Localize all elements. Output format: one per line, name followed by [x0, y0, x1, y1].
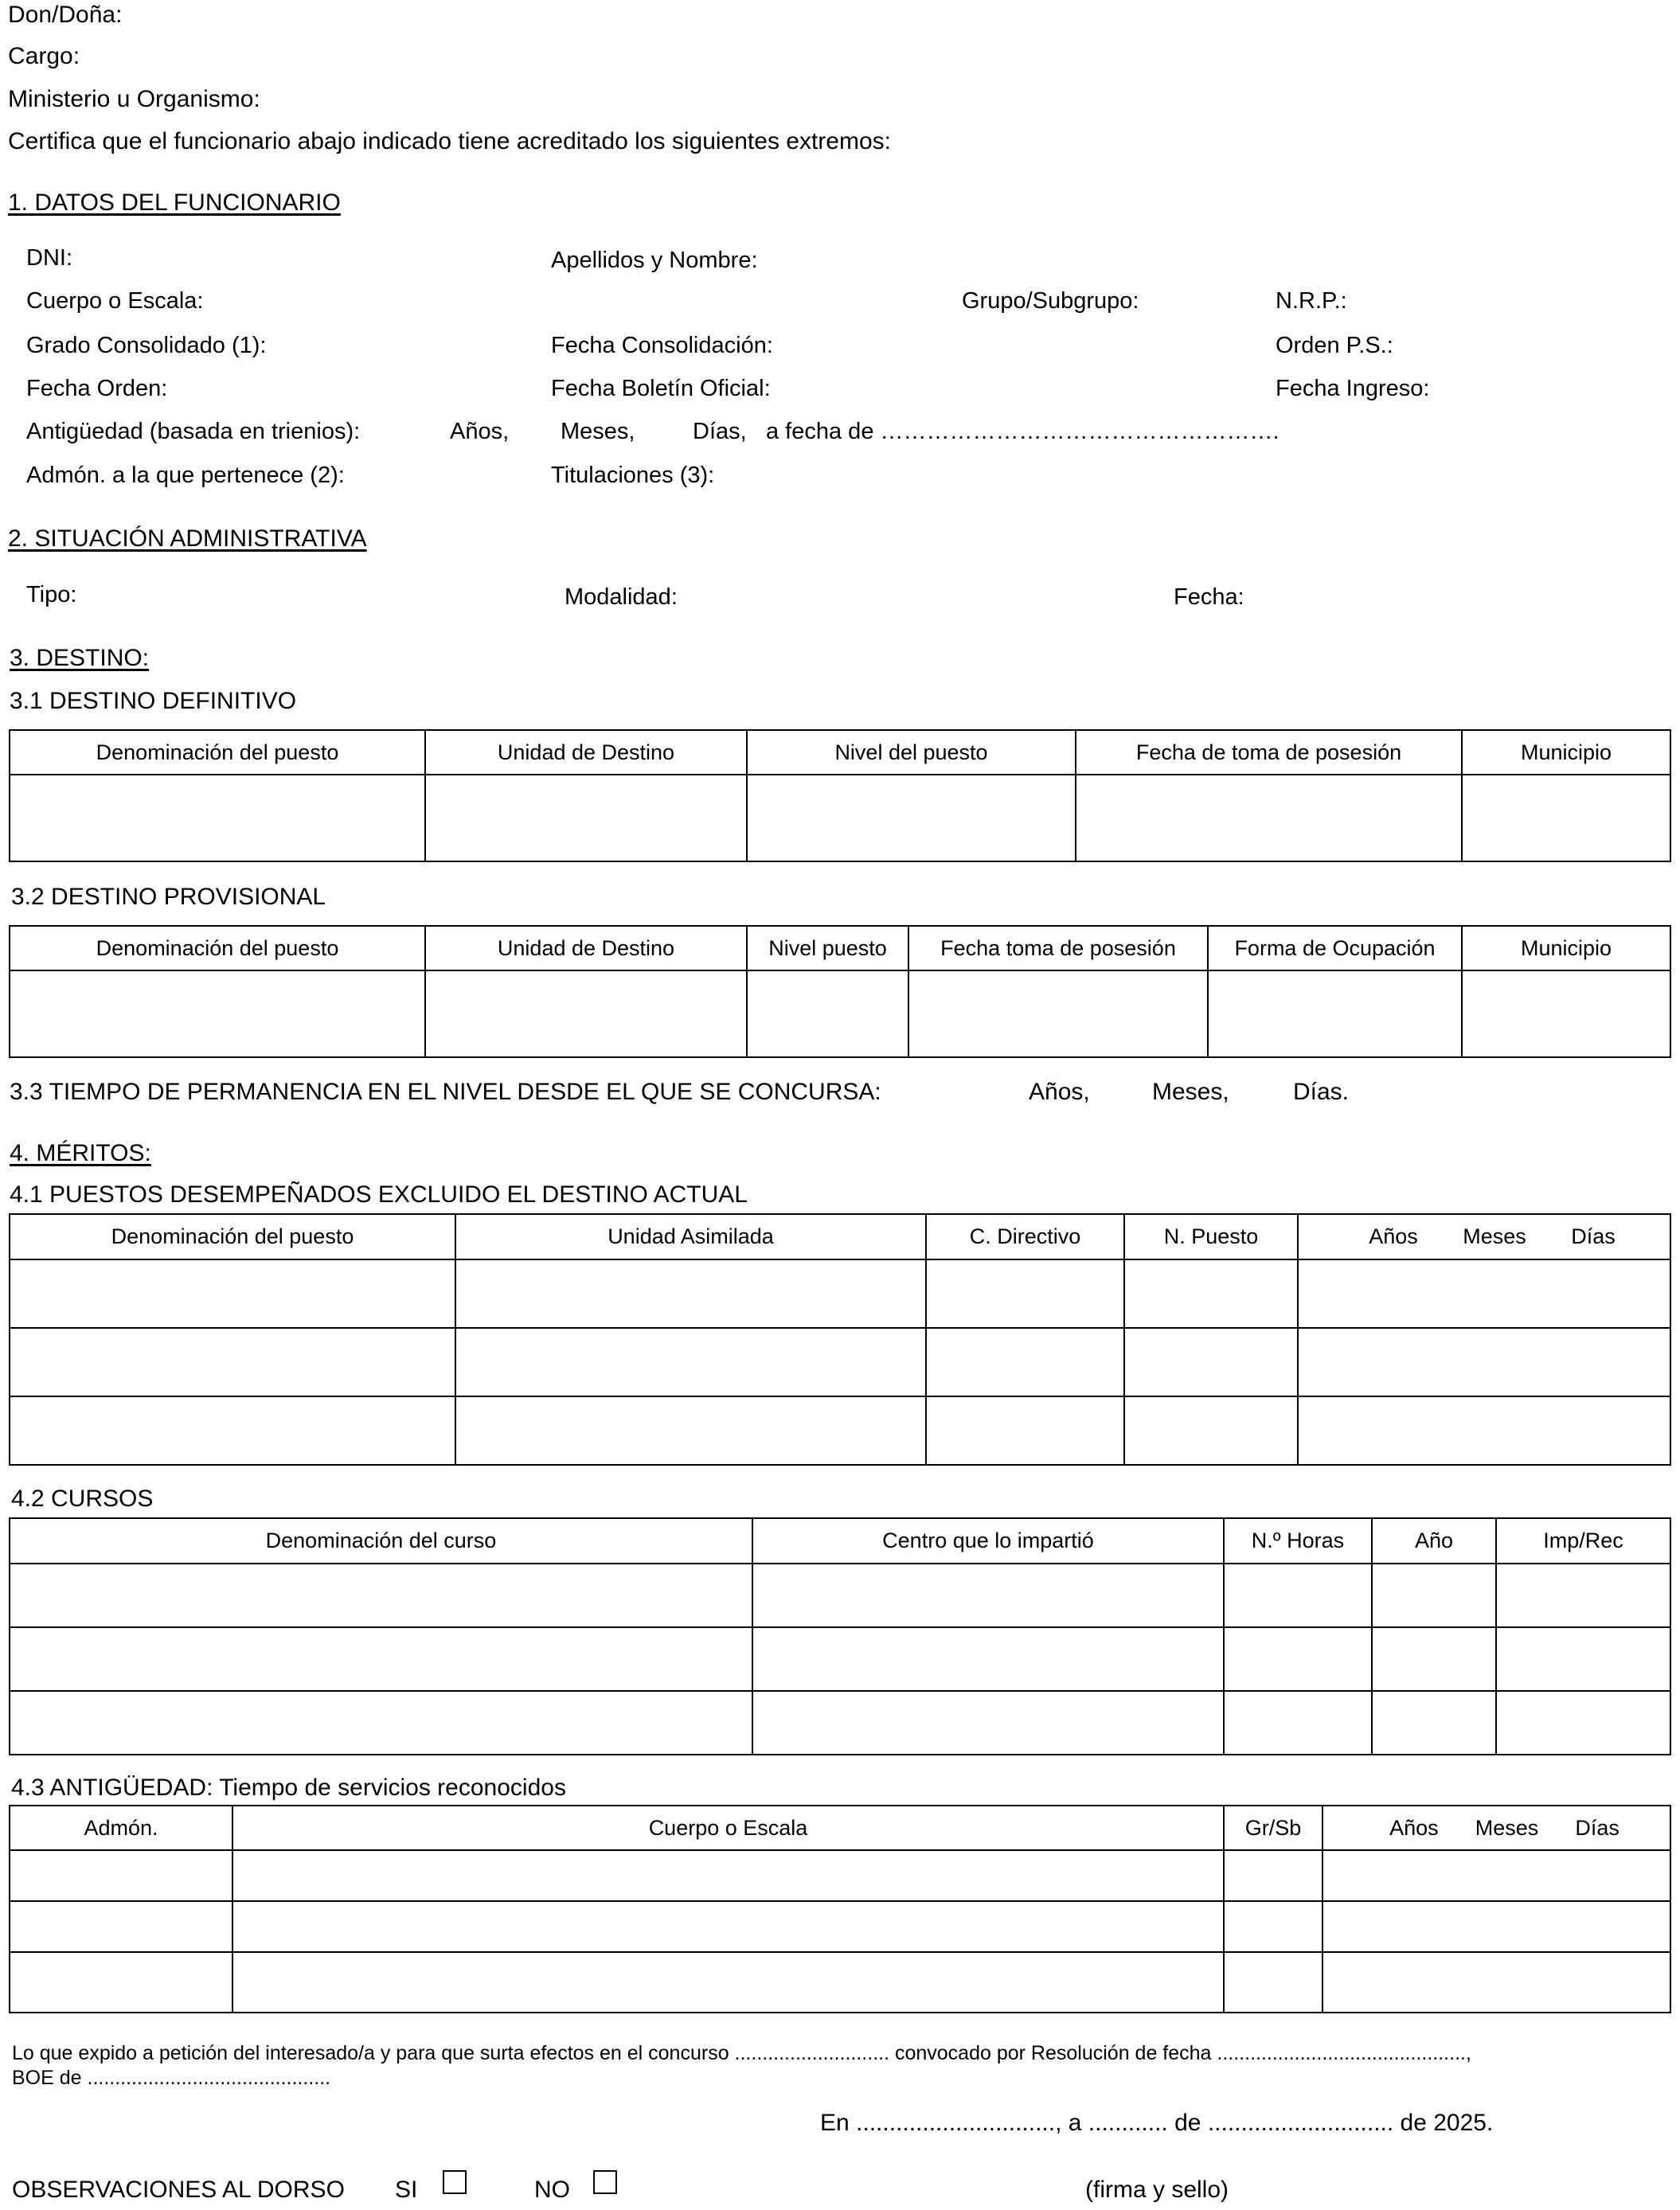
section-3-2-title: 3.2 DESTINO PROVISIONAL	[11, 884, 326, 910]
column-header: Denominación del puesto	[10, 730, 425, 775]
table-cell[interactable]	[1496, 1691, 1670, 1755]
titulaciones-label: Titulaciones (3):	[551, 463, 715, 488]
section-3-title: 3. DESTINO:	[10, 645, 150, 671]
table-cell[interactable]	[1323, 1901, 1670, 1952]
si-label: SI	[395, 2177, 418, 2203]
table-cell[interactable]	[1208, 970, 1462, 1057]
table-cell[interactable]	[1372, 1564, 1496, 1627]
destino-definitivo-table	[9, 729, 1671, 862]
table-cell[interactable]	[1076, 775, 1462, 861]
cursos-table	[9, 1517, 1671, 1755]
table-cell[interactable]	[747, 775, 1076, 861]
table-row	[10, 1691, 1670, 1755]
antiguedad-meses: Meses,	[561, 419, 635, 444]
section-4-2-title: 4.2 CURSOS	[11, 1486, 154, 1512]
table-row	[10, 1328, 1670, 1396]
grado-label: Grado Consolidado (1):	[26, 333, 267, 358]
section-3-3-title: 3.3 TIEMPO DE PERMANENCIA EN EL NIVEL DESDE EL QUE SE CONCURSA:	[10, 1079, 881, 1105]
table-row	[10, 775, 1670, 861]
cargo-label: Cargo:	[8, 43, 80, 69]
table-row	[10, 1901, 1670, 1952]
cuerpo-label: Cuerpo o Escala:	[26, 288, 204, 314]
table-cell[interactable]	[10, 1259, 455, 1328]
anos-header: Años	[1369, 1224, 1418, 1248]
antiguedad-a-fecha: a fecha de …………………………………………….	[766, 419, 1280, 444]
table-cell[interactable]	[1224, 1627, 1372, 1691]
fecha-ingreso-label: Fecha Ingreso:	[1276, 376, 1430, 401]
antiguedad-label: Antigüedad (basada en trienios):	[26, 419, 361, 444]
column-header: Unidad de Destino	[425, 730, 747, 775]
no-checkbox[interactable]	[593, 2170, 617, 2194]
observaciones-label: OBSERVACIONES AL DORSO	[12, 2177, 345, 2203]
column-header: Año	[1372, 1518, 1496, 1564]
table-cell[interactable]	[1224, 1901, 1323, 1952]
column-header: Imp/Rec	[1496, 1518, 1670, 1564]
table-cell[interactable]	[1372, 1691, 1496, 1755]
table-cell[interactable]	[10, 1952, 232, 2013]
table-cell[interactable]	[455, 1328, 926, 1396]
certifica-text: Certifica que el funcionario abajo indicado tiene acreditado los siguientes extremos:	[8, 128, 891, 154]
table-cell[interactable]	[747, 970, 908, 1057]
table-cell[interactable]	[1372, 1627, 1496, 1691]
time-column-header	[1323, 1806, 1670, 1850]
grupo-label: Grupo/Subgrupo:	[962, 288, 1139, 314]
modalidad-label: Modalidad:	[565, 584, 678, 610]
column-header: Denominación del puesto	[10, 926, 425, 970]
table-cell[interactable]	[1124, 1328, 1298, 1396]
fecha-consolidacion-label: Fecha Consolidación:	[551, 333, 773, 358]
table-cell[interactable]	[752, 1691, 1224, 1755]
table-cell[interactable]	[1462, 775, 1670, 861]
dni-label: DNI:	[26, 245, 72, 271]
column-header: Nivel del puesto	[747, 730, 1076, 775]
table-cell[interactable]	[10, 775, 425, 861]
orden-ps-label: Orden P.S.:	[1276, 333, 1393, 358]
column-header: Fecha de toma de posesión	[1076, 730, 1462, 775]
table-row	[10, 1627, 1670, 1691]
destino-provisional-table	[9, 925, 1671, 1058]
column-header: Cuerpo o Escala	[232, 1806, 1224, 1850]
table-cell[interactable]	[908, 970, 1208, 1057]
expedicion-text: Lo que expido a petición del interesado/a y para que surta efectos en el concurso ............................ convocado por Resolución de fecha .............................................,	[12, 2042, 1471, 2064]
table-row	[10, 970, 1670, 1057]
permanencia-meses: Meses,	[1152, 1079, 1229, 1105]
column-header: Denominación del puesto	[10, 1214, 455, 1259]
table-row	[10, 1850, 1670, 1901]
table-cell[interactable]	[752, 1564, 1224, 1627]
table-cell[interactable]	[1298, 1259, 1670, 1328]
column-header: Fecha toma de posesión	[908, 926, 1208, 970]
table-cell[interactable]	[10, 1627, 752, 1691]
table-cell[interactable]	[1298, 1328, 1670, 1396]
table-cell[interactable]	[425, 775, 747, 861]
column-header: Unidad de Destino	[425, 926, 747, 970]
dias-header: Días	[1571, 1224, 1616, 1248]
lugar-fecha-text: En .............................., a ............ de ............................ de 2025.	[820, 2110, 1494, 2136]
antiguedad-table	[9, 1805, 1671, 2013]
permanencia-anos: Años,	[1029, 1079, 1090, 1105]
table-row	[10, 1259, 1670, 1328]
table-cell[interactable]	[1224, 1850, 1323, 1901]
nrp-label: N.R.P.:	[1276, 288, 1347, 314]
meses-header: Meses	[1463, 1224, 1526, 1248]
table-cell[interactable]	[926, 1396, 1124, 1465]
column-header: N.º Horas	[1224, 1518, 1372, 1564]
table-cell[interactable]	[1224, 1952, 1323, 2013]
table-cell[interactable]	[1124, 1259, 1298, 1328]
dias-header: Días	[1575, 1815, 1619, 1840]
section-2-title: 2. SITUACIÓN ADMINISTRATIVA	[8, 525, 367, 552]
column-header: Forma de Ocupación	[1208, 926, 1462, 970]
meses-header: Meses	[1475, 1815, 1539, 1840]
no-label: NO	[534, 2177, 570, 2203]
table-cell[interactable]	[10, 1850, 232, 1901]
antiguedad-dias: Días,	[693, 419, 747, 444]
boe-text: BOE de ............................................	[12, 2067, 331, 2089]
table-cell[interactable]	[232, 1850, 1224, 1901]
table-row	[10, 1396, 1670, 1465]
si-checkbox[interactable]	[443, 2170, 467, 2194]
ministerio-label: Ministerio u Organismo:	[8, 86, 260, 112]
table-row	[10, 1952, 1670, 2013]
table-cell[interactable]	[10, 1564, 752, 1627]
table-cell[interactable]	[425, 970, 747, 1057]
table-cell[interactable]	[1323, 1850, 1670, 1901]
table-row	[10, 1564, 1670, 1627]
column-header: Centro que lo impartió	[752, 1518, 1224, 1564]
fecha-label: Fecha:	[1174, 584, 1244, 610]
table-cell[interactable]	[1496, 1564, 1670, 1627]
table-cell[interactable]	[1462, 970, 1670, 1057]
table-cell[interactable]	[10, 1328, 455, 1396]
antiguedad-anos: Años,	[450, 419, 510, 444]
section-3-1-title: 3.1 DESTINO DEFINITIVO	[10, 688, 297, 714]
column-header: Municipio	[1462, 730, 1670, 775]
admon-label: Admón. a la que pertenece (2):	[26, 463, 345, 488]
section-1-title: 1. DATOS DEL FUNCIONARIO	[8, 189, 341, 216]
table-cell[interactable]	[455, 1259, 926, 1328]
table-cell[interactable]	[926, 1259, 1124, 1328]
table-cell[interactable]	[926, 1328, 1124, 1396]
column-header: Gr/Sb	[1224, 1806, 1323, 1850]
column-header: Nivel puesto	[747, 926, 908, 970]
table-cell[interactable]	[232, 1952, 1224, 2013]
anos-header: Años	[1389, 1815, 1439, 1840]
table-cell[interactable]	[752, 1627, 1224, 1691]
permanencia-dias: Días.	[1293, 1079, 1350, 1105]
table-cell[interactable]	[1298, 1396, 1670, 1465]
apellidos-label: Apellidos y Nombre:	[551, 248, 758, 273]
column-header: Admón.	[10, 1806, 232, 1850]
column-header: Unidad Asimilada	[455, 1214, 926, 1259]
table-cell[interactable]	[455, 1396, 926, 1465]
section-4-title: 4. MÉRITOS:	[10, 1140, 151, 1166]
table-cell[interactable]	[232, 1901, 1224, 1952]
puestos-desempenados-table	[9, 1213, 1671, 1466]
section-4-3-title: 4.3 ANTIGÜEDAD: Tiempo de servicios reconocidos	[11, 1775, 566, 1801]
table-cell[interactable]	[1124, 1396, 1298, 1465]
column-header: Denominación del curso	[10, 1518, 752, 1564]
table-cell[interactable]	[10, 970, 425, 1057]
table-cell[interactable]	[1496, 1627, 1670, 1691]
table-cell[interactable]	[1224, 1691, 1372, 1755]
section-4-1-title: 4.1 PUESTOS DESEMPEÑADOS EXCLUIDO EL DESTINO ACTUAL	[10, 1181, 748, 1208]
table-cell[interactable]	[1224, 1564, 1372, 1627]
column-header: Municipio	[1462, 926, 1670, 970]
table-cell[interactable]	[1323, 1952, 1670, 2013]
fecha-orden-label: Fecha Orden:	[26, 376, 168, 401]
firma-sello-label: (firma y sello)	[1085, 2177, 1229, 2203]
table-cell[interactable]	[10, 1396, 455, 1465]
don-dona-label: Don/Doña:	[8, 2, 123, 28]
fecha-boletin-label: Fecha Boletín Oficial:	[551, 376, 771, 401]
table-cell[interactable]	[10, 1691, 752, 1755]
time-column-header	[1298, 1214, 1670, 1259]
tipo-label: Tipo:	[26, 582, 77, 607]
column-header: N. Puesto	[1124, 1214, 1298, 1259]
table-cell[interactable]	[10, 1901, 232, 1952]
column-header: C. Directivo	[926, 1214, 1124, 1259]
